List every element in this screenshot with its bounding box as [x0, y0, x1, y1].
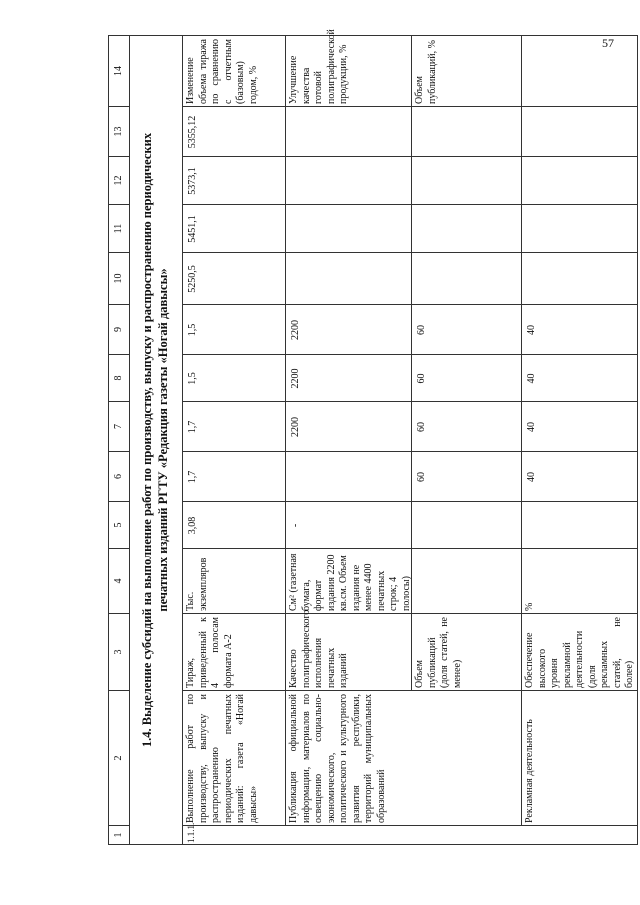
- col-header-9: 9: [109, 305, 129, 355]
- unit-of-measure: См² (газетная бумага, формат издания 2200 кв.см. Объем издания не менее 4400 печатных строк; 4 полосы): [288, 553, 412, 611]
- value-col9: 1,5: [187, 323, 198, 337]
- col-header-5: 5: [109, 502, 129, 549]
- grid-line: [183, 501, 637, 502]
- grid-line: [183, 304, 637, 305]
- grid-line: [183, 354, 637, 355]
- value-col10: 5250,5: [187, 265, 198, 293]
- unit-of-measure: %: [524, 602, 535, 611]
- value-col8: 60: [416, 373, 427, 384]
- value-col8: 1,5: [187, 372, 198, 385]
- unit-of-measure: Тыс. экземпляров: [185, 557, 209, 611]
- column-number-row: [108, 35, 130, 845]
- col-header-1: 1: [113, 832, 124, 838]
- indicator-name: Объем публикаций (доля статей, не менее): [414, 617, 463, 688]
- value-col6: 60: [416, 472, 427, 482]
- value-col11: 5451,1: [187, 215, 198, 243]
- col-header-2: 2: [109, 691, 129, 826]
- section-title: [130, 35, 182, 845]
- col-header-6: 6: [109, 452, 129, 502]
- value-col8: 40: [526, 373, 537, 384]
- col-header-14: 14: [109, 36, 129, 107]
- grid-line: [183, 204, 637, 205]
- unit-of-measure: [412, 549, 416, 614]
- result-indicator: Изменение объема тиража по сравнению с отчетным (базовым) годом, %: [185, 39, 259, 104]
- indicator-name: Обеспечение высокого уровня рекламной деятельности (доля рекламных статей, не более): [524, 617, 635, 688]
- work-description: Выполнение работ по производству, выпуску и распространению периодических печатных изданий: газета «Ногай давысы»: [185, 694, 259, 823]
- indicator-name: Тираж, приведенный к 4 полосам формата А-2: [185, 617, 234, 688]
- advertising-description: Рекламная деятельность: [524, 719, 535, 823]
- col-header-11: 11: [109, 205, 129, 253]
- value-col8: 2200: [290, 368, 301, 389]
- grid-line: [183, 451, 637, 452]
- value-col7: 60: [416, 422, 427, 432]
- value-col7: 1,7: [187, 420, 198, 434]
- col-header-4: 4: [109, 549, 129, 614]
- rotated-table: [108, 29, 638, 845]
- section-title-line-2: печатных изданий РГТУ «Редакция газеты «Ногай давысы»: [156, 268, 170, 612]
- grid-line: [183, 401, 637, 402]
- result-indicator: Улучшение качества готовой полиграфической продукции, %: [288, 29, 349, 104]
- publication-description: Публикация официальной информации, материалов по освещению социально-экономического, политического и культурного развития республики, территорий муниципальных образований: [288, 694, 387, 823]
- grid-line: [183, 252, 637, 253]
- col-header-12: 12: [109, 157, 129, 205]
- value-col9: 40: [526, 325, 537, 335]
- value-col9: 60: [416, 325, 427, 335]
- value-col6: 1,7: [187, 470, 198, 484]
- row-number: 1.1.1.: [186, 822, 196, 843]
- value-col9: 2200: [290, 320, 301, 340]
- result-indicator: Объем публикаций, %: [414, 40, 438, 104]
- value-col7: 40: [526, 422, 537, 432]
- col-header-3: 3: [109, 614, 129, 691]
- value-col7: 2200: [290, 417, 301, 437]
- section-title-line-1: 1.4. Выделение субсидий на выполнение работ по производству, выпуску и распространению периодических: [140, 132, 154, 748]
- page-number: 57: [602, 36, 614, 50]
- col-header-8: 8: [109, 355, 129, 402]
- col-header-7: 7: [109, 402, 129, 452]
- indicator-name: Качество полиграфического исполнения печатных изданий: [288, 609, 349, 688]
- value-col6: 40: [526, 472, 537, 482]
- col-header-10: 10: [109, 253, 129, 305]
- value-col12: 5373,1: [187, 167, 198, 195]
- value-col13: 5355,12: [187, 115, 198, 149]
- value-col5: 3,08: [187, 516, 198, 535]
- col-header-13: 13: [109, 107, 129, 157]
- grid-line: [183, 156, 637, 157]
- table-body: [182, 29, 638, 845]
- value-col5: -: [290, 523, 301, 528]
